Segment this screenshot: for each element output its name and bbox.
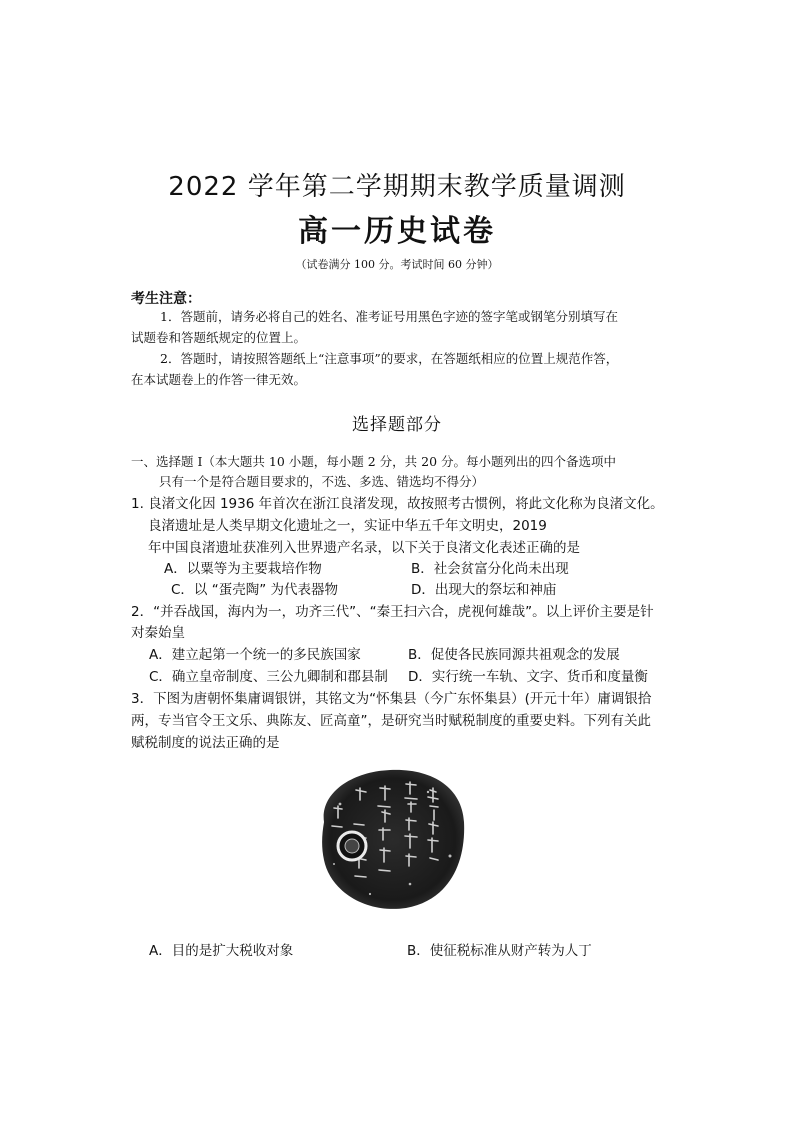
q1-option-d: D．出现大的祭坛和神庙 (411, 582, 557, 598)
q2-option-a: A．建立起第一个统一的多民族国家 (149, 647, 361, 663)
exam-duration-note: （试卷满分 100 分。考试时间 60 分钟） (295, 258, 499, 271)
exam-title: 2022 学年第二学期期末教学质量调测 (168, 172, 626, 202)
q3-option-b: B．使征税标准从财产转为人丁 (407, 943, 592, 959)
q2-stem-line-2: 对秦始皇 (131, 625, 185, 641)
q1-stem-line-2: 良渚遗址是人类早期文化遗址之一，实证中华五千年文明史，2019 (148, 518, 547, 534)
q2-option-d: D．实行统一车轨、文字、货币和度量衡 (408, 669, 648, 685)
q3-stem-line-1: 3．下图为唐朝怀集庸调银饼，其铭文为“怀集县（今广东怀集县）(开元十年）庸调银拾 (131, 691, 652, 707)
notice-item-1-line-2: 试题卷和答题纸规定的位置上。 (131, 330, 307, 345)
q3-option-a: A．目的是扩大税收对象 (149, 943, 294, 959)
q3-stem-line-2: 两，专当官令王文乐、典陈友、匠高童”，是研究当时赋税制度的重要史料。下列有关此 (131, 713, 651, 729)
q2-option-c: C．确立皇帝制度、三公九卿制和郡县制 (149, 669, 388, 685)
notice-item-2-line-1: 2．答题时，请按照答题纸上“注意事项”的要求，在答题纸相应的位置上规范作答， (160, 351, 619, 366)
q1-stem-line-1: 1. 良渚文化因 1936 年首次在浙江良渚发现，故按照考古惯例，将此文化称为良渚文化。 (131, 496, 664, 512)
section-intro-line-1: 一、选择题 I（本大题共 10 小题，每小题 2 分，共 20 分。每小题列出的四个备选项中 (131, 454, 617, 469)
q1-stem-line-3: 年中国良渚遗址获准列入世界遗产名录，以下关于良渚文化表述正确的是 (148, 540, 580, 556)
silver-ingot-rubbing-image (310, 764, 470, 914)
q2-option-b: B．促使各民族同源共祖观念的发展 (408, 647, 620, 663)
q3-stem-line-3: 赋税制度的说法正确的是 (131, 735, 280, 751)
q1-option-b: B．社会贫富分化尚未出现 (411, 561, 569, 577)
notice-item-1-line-1: 1．答题前，请务必将自己的姓名、准考证号用黑色字迹的签字笔或钢笔分别填写在 (160, 309, 618, 324)
exam-subject-title: 高一历史试卷 (298, 214, 496, 249)
notice-heading: 考生注意： (131, 291, 201, 307)
q1-option-a: A．以粟等为主要栽培作物 (164, 561, 322, 577)
notice-item-2-line-2: 在本试题卷上的作答一律无效。 (131, 372, 307, 387)
q2-stem-line-1: 2．“并吞战国，海内为一，功齐三代”、“秦王扫六合，虎视何雄哉”。以上评价主要是针 (131, 604, 654, 620)
q1-option-c: C．以 “蛋壳陶” 为代表器物 (171, 582, 338, 598)
section-title: 选择题部分 (352, 415, 442, 435)
section-intro-line-2: 只有一个是符合题目要求的，不选、多选、错选均不得分） (159, 474, 485, 489)
